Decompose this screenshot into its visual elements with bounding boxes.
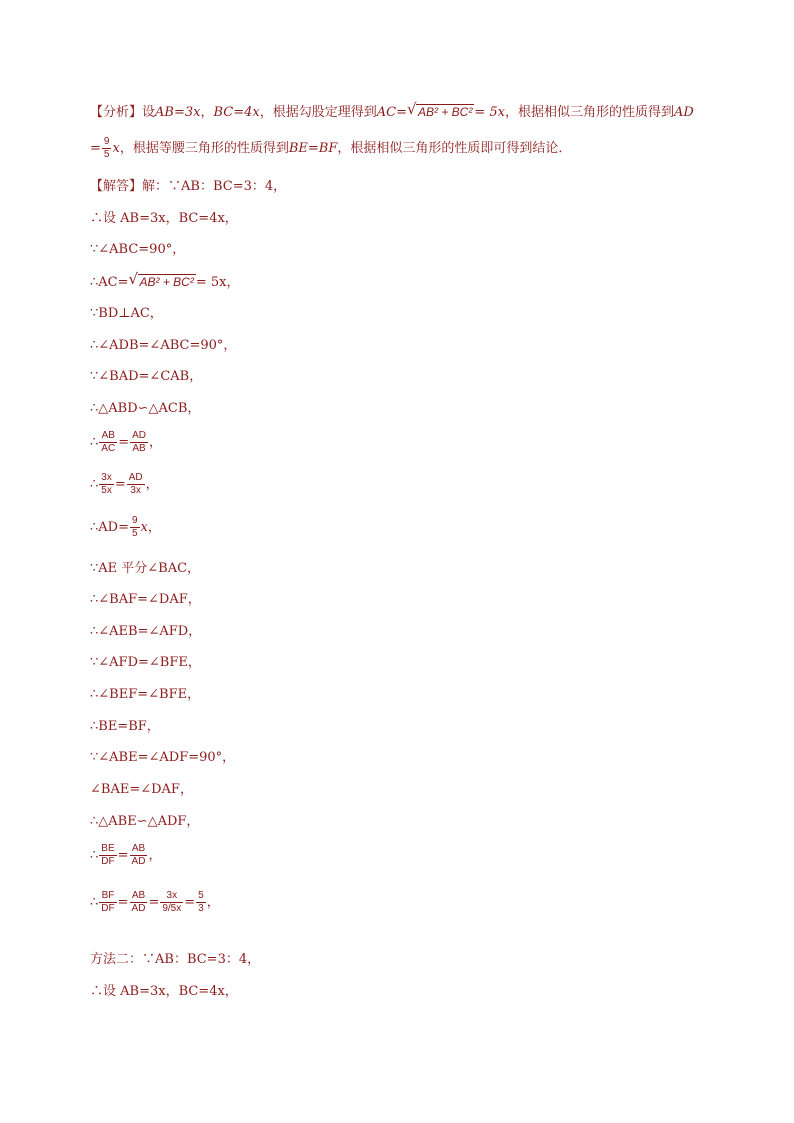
solution-line: ∴∠BAF=∠DAF， bbox=[90, 592, 201, 607]
fraction bbox=[99, 843, 116, 868]
frac-x: x bbox=[112, 141, 120, 156]
sqrt-expression: √ AB² + BC² bbox=[128, 270, 194, 289]
analysis-tag: 【分析】 bbox=[90, 105, 143, 120]
radicand: AB² + BC² bbox=[139, 275, 194, 289]
fraction bbox=[130, 843, 148, 868]
comma: ， bbox=[145, 477, 159, 492]
solution-line: ∴△ABE∽△ADF， bbox=[90, 814, 200, 829]
frac-num: 3x bbox=[101, 472, 112, 483]
analysis-line-2 bbox=[90, 136, 571, 161]
solution-line: ∴BE=BF， bbox=[90, 719, 160, 734]
fraction-line-5 bbox=[90, 890, 220, 915]
fraction bbox=[99, 430, 117, 455]
analysis-text-4: ，根据等腰三角形的性质得到 bbox=[119, 141, 289, 156]
solution-line: ∵∠ABE=∠ADF=90°， bbox=[90, 750, 236, 765]
radicand: AB² + BC² bbox=[417, 105, 473, 119]
solution-line-1 bbox=[90, 178, 286, 196]
fraction-9-5 bbox=[102, 136, 112, 161]
frac-den: 5 bbox=[131, 528, 138, 539]
frac-den: 3x bbox=[127, 484, 145, 497]
analysis-be-bf: BE=BF bbox=[288, 141, 338, 156]
solution-line: ∴∠BEF=∠BFE， bbox=[90, 687, 201, 702]
fraction bbox=[127, 472, 145, 497]
solution-line: ∵∠AFD=∠BFE， bbox=[90, 655, 201, 670]
fraction-line-4 bbox=[90, 843, 161, 868]
fraction-line-2 bbox=[90, 472, 159, 497]
analysis-text: 设 bbox=[142, 105, 156, 120]
therefore: ∴ bbox=[90, 895, 99, 910]
fraction bbox=[130, 515, 140, 540]
ac-post: = 5x， bbox=[195, 275, 240, 290]
frac-num: AB bbox=[101, 430, 115, 441]
analysis-sep: ， bbox=[200, 105, 214, 120]
fraction bbox=[130, 890, 148, 915]
frac-den: 5x bbox=[101, 485, 112, 496]
ac-pre: ∴AC= bbox=[90, 275, 129, 290]
solution-ac-line bbox=[90, 270, 240, 292]
solution-line: ∴∠AEB=∠AFD， bbox=[90, 624, 202, 639]
frac-num: BE bbox=[101, 843, 115, 854]
frac-den: AD bbox=[131, 903, 146, 914]
fraction bbox=[99, 472, 114, 497]
solution-tag: 【解答】 bbox=[90, 179, 143, 194]
frac-num: 3x bbox=[166, 890, 178, 901]
fraction bbox=[160, 890, 183, 915]
comma: ， bbox=[148, 848, 162, 863]
therefore: ∴ bbox=[90, 477, 99, 492]
analysis-line-1 bbox=[90, 100, 694, 122]
equals-sign: = bbox=[114, 477, 126, 492]
frac-den: DF bbox=[101, 856, 115, 867]
equals-sign: = bbox=[117, 895, 129, 910]
frac-num: 9 bbox=[131, 515, 138, 526]
analysis-bc: BC=4x bbox=[213, 105, 260, 120]
equals-sign: = bbox=[90, 141, 101, 156]
solution-line: ∵AE 平分∠BAC， bbox=[90, 561, 201, 576]
fraction bbox=[99, 890, 116, 915]
frac-num: AB bbox=[131, 890, 146, 901]
method-two-line: 方法二：∵AB：BC=3：4， bbox=[90, 952, 261, 967]
sqrt-expression: √ AB² + BC² bbox=[406, 100, 473, 119]
solution-line: ∵BD⊥AC， bbox=[90, 306, 163, 321]
therefore: ∴ bbox=[90, 848, 99, 863]
frac-num: AD bbox=[132, 430, 146, 441]
frac-num: 5 bbox=[198, 890, 204, 901]
comma: ， bbox=[206, 895, 220, 910]
frac-den: AB bbox=[130, 442, 148, 455]
solution-line: ∵∠BAD=∠CAB， bbox=[90, 369, 203, 384]
frac-den: 9/5x bbox=[162, 903, 182, 914]
frac-den: 3 bbox=[198, 903, 204, 914]
analysis-ad: AD bbox=[674, 105, 694, 120]
comma: ， bbox=[149, 435, 163, 450]
solution-first: 解：∵AB：BC=3：4， bbox=[142, 179, 287, 194]
analysis-text-3: ，根据相似三角形的性质得到 bbox=[504, 105, 674, 120]
analysis-text-2: ，根据勾股定理得到 bbox=[259, 105, 377, 120]
fraction-line-1 bbox=[90, 430, 162, 455]
analysis-ab: AB=3x bbox=[155, 105, 201, 120]
frac-den: 5 bbox=[103, 149, 110, 160]
solution-line: ∴∠ADB=∠ABC=90°， bbox=[90, 338, 237, 353]
equals-sign: = bbox=[117, 848, 129, 863]
frac-num: AB bbox=[131, 843, 146, 854]
fraction bbox=[130, 430, 148, 455]
frac-num: 9 bbox=[103, 136, 110, 147]
equals-sign: = bbox=[184, 895, 196, 910]
frac-x: x bbox=[140, 520, 148, 535]
frac-den: DF bbox=[101, 903, 115, 914]
fraction bbox=[196, 890, 206, 915]
frac-den: AC bbox=[101, 443, 116, 454]
solution-line: ∠BAE=∠DAF， bbox=[90, 782, 193, 797]
analysis-ac: AC= bbox=[376, 105, 407, 120]
analysis-text-5: ，根据相似三角形的性质即可得到结论． bbox=[337, 141, 572, 156]
therefore: ∴ bbox=[90, 435, 99, 450]
solution-last-line: ∴设 AB=3x，BC=4x， bbox=[90, 984, 238, 999]
frac-num: BF bbox=[101, 890, 115, 901]
solution-line: ∵∠ABC=90°， bbox=[90, 242, 186, 257]
comma: ， bbox=[147, 520, 161, 535]
solution-line: ∴设 AB=3x，BC=4x， bbox=[90, 211, 238, 226]
frac-num: AD bbox=[128, 472, 143, 483]
equals-sign: = bbox=[118, 435, 130, 450]
frac-den: AD bbox=[131, 856, 146, 867]
equals-sign: = bbox=[148, 895, 160, 910]
analysis-5x: = 5x bbox=[474, 105, 505, 120]
ad-pre: ∴AD= bbox=[90, 520, 129, 535]
fraction-line-3 bbox=[90, 515, 161, 540]
solution-line: ∴△ABD∽△ACB， bbox=[90, 401, 201, 416]
